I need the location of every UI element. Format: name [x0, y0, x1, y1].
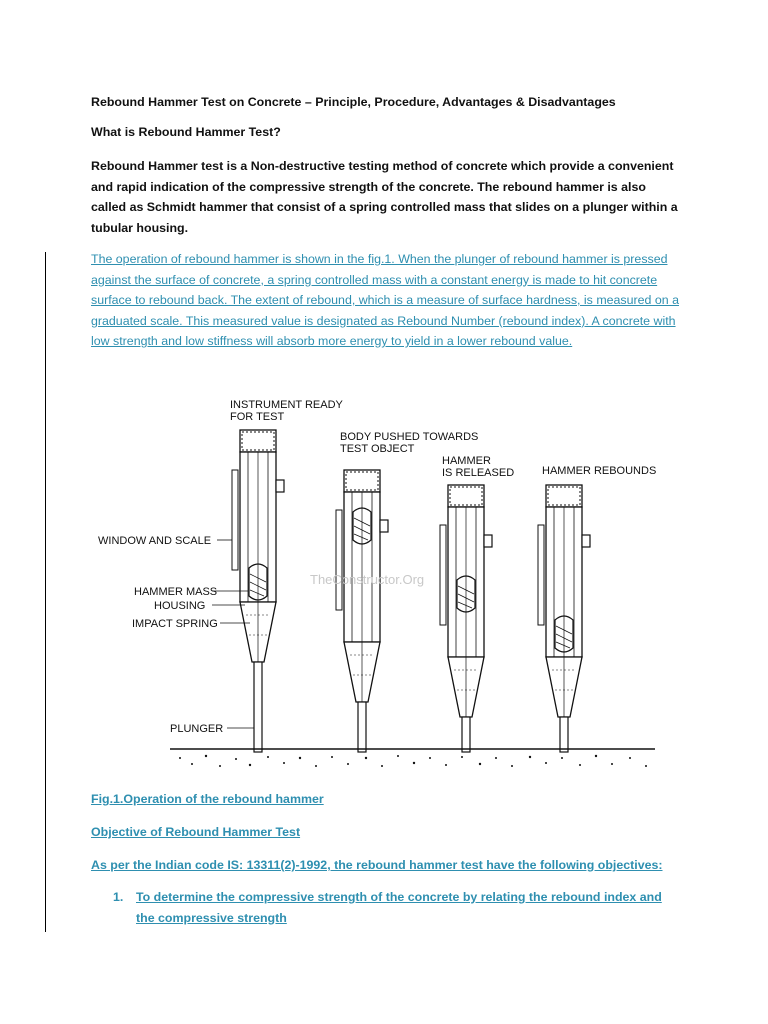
section-heading: What is Rebound Hammer Test? [91, 125, 281, 139]
label-impact-spring: IMPACT SPRING [132, 618, 218, 630]
label-hammer-mass: HAMMER MASS [134, 586, 218, 598]
label-hammer: HAMMER [442, 455, 491, 467]
rebound-hammer-figure [90, 392, 670, 777]
label-plunger: PLUNGER [170, 723, 224, 735]
label-test-object: TEST OBJECT [340, 443, 415, 455]
list-item[interactable] [113, 887, 683, 928]
operation-paragraph-link[interactable]: The operation of rebound hammer is shown in the fig.1. When the plunger of rebound hammer is pressed against the surface of concrete, a spring controlled mass with a constant energy is made to hit concrete surface to rebound back. The extent of rebound, which is a measure of surface hardness, is measured on a graduated scale. This measured value is designated as Rebound Number (rebound index). A concrete with low strength and low stiffness will absorb more energy to yield in a lower rebound value. [91, 252, 679, 348]
label-window-and-scale: WINDOW AND SCALE [98, 535, 212, 547]
label-body-pushed: BODY PUSHED TOWARDS [340, 431, 479, 443]
objective-intro-link[interactable]: As per the Indian code IS: 13311(2)-1992, the rebound hammer test have the following objectives: [91, 858, 663, 872]
list-item-number: 1. [113, 890, 124, 904]
label-housing: HOUSING [154, 600, 206, 612]
label-is-released: IS RELEASED [442, 467, 515, 479]
watermark-text: TheConstructor.Org [310, 572, 425, 587]
list-item-text: To determine the compressive strength of the concrete by relating the rebound index and the compressive strength [136, 890, 662, 925]
figure-caption-link[interactable]: Fig.1.Operation of the rebound hammer [91, 792, 324, 806]
label-hammer-rebounds: HAMMER REBOUNDS [542, 465, 657, 477]
margin-change-bar [45, 252, 46, 932]
label-for-test: FOR TEST [230, 411, 285, 423]
objective-heading-link[interactable]: Objective of Rebound Hammer Test [91, 825, 301, 839]
label-instrument-ready: INSTRUMENT READY [230, 399, 343, 411]
intro-paragraph: Rebound Hammer test is a Non-destructive testing method of concrete which provide a convenient and rapid indication of the compressive strength of the concrete. The rebound hammer is also called as Schmidt hammer that consist of a spring controlled mass that slides on a plunger within a tubular housing. [91, 159, 678, 235]
document-title: Rebound Hammer Test on Concrete – Principle, Procedure, Advantages & Disadvantages [91, 95, 616, 109]
